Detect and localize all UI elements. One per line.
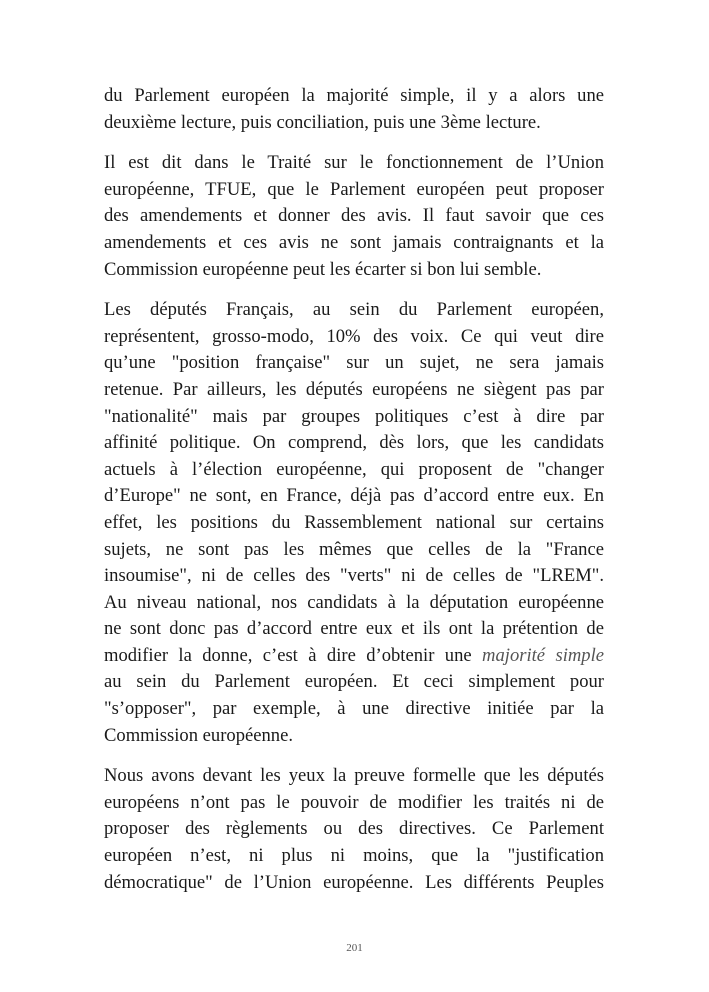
text-line: "nationalité" mais par groupes politiques c’est à dire par (104, 405, 604, 427)
text-line: retenue. Par ailleurs, les députés européens ne siègent pas par (104, 378, 604, 400)
text-line: qu’une "position française" sur un sujet, ne sera jamais (104, 352, 604, 374)
text-line: Au niveau national, nos candidats à la députation européenne (104, 591, 604, 613)
text-line: européenne, TFUE, que le Parlement européen peut proposer (104, 178, 604, 200)
text-line: du Parlement européen la majorité simple, il y a alors une (104, 85, 604, 106)
text-line: insoumise", ni de celles des "verts" ni de celles de "LREM". (104, 565, 604, 587)
text-line: amendements et ces avis ne sont jamais contraignants et la (104, 231, 604, 253)
paragraph-2 (104, 150, 604, 283)
text-line: "s’opposer", par exemple, à une directive initiée par la (104, 698, 604, 720)
text-line: affinité politique. On comprend, dès lors, que les candidats (104, 432, 604, 454)
paragraph-3 (104, 297, 604, 749)
text-line: effet, les positions du Rassemblement national sur certains (104, 511, 604, 533)
text-line: des amendements et donner des avis. Il faut savoir que ces (104, 205, 604, 227)
italic-phrase: majorité simple (482, 644, 605, 666)
text-line: d’Europe" ne sont, en France, déjà pas d’accord entre eux. En (104, 485, 604, 507)
text-line: ne sont donc pas d’accord entre eux et ils ont la prétention de (104, 618, 604, 640)
text-line: au sein du Parlement européen. Et ceci simplement pour (104, 671, 604, 693)
page-number: 201 (346, 942, 363, 954)
text-line: Commission européenne. (104, 724, 294, 746)
text-line: européen n’est, ni plus ni moins, que la "justification (104, 845, 604, 867)
text-line: deuxième lecture, puis conciliation, puis une 3ème lecture. (104, 111, 541, 133)
text-line-with-emphasis (104, 643, 604, 670)
text-line: représentent, grosso-modo, 10% des voix. Ce qui veut dire (104, 325, 604, 347)
text-line: proposer des règlements ou des directives. Ce Parlement (104, 818, 604, 840)
text-line: démocratique" de l’Union européenne. Les différents Peuples (104, 871, 604, 893)
text-line: Nous avons devant les yeux la preuve formelle que les députés (104, 765, 604, 787)
text-segment: modifier la donne, c’est à dire d’obtenir une (104, 644, 483, 666)
text-line: Il est dit dans le Traité sur le fonctionnement de l’Union (104, 152, 604, 174)
body-text (104, 83, 604, 910)
text-line: Commission européenne peut les écarter si bon lui semble. (104, 258, 542, 280)
paragraph-1 (104, 83, 604, 136)
paragraph-4 (104, 763, 604, 896)
text-line: sujets, ne sont pas les mêmes que celles de la "France (104, 538, 604, 560)
text-line: européens n’ont pas le pouvoir de modifier les traités ni de (104, 791, 604, 813)
text-line: Les députés Français, au sein du Parlement européen, (104, 299, 604, 321)
text-line: actuels à l’élection européenne, qui proposent de "changer (104, 458, 604, 480)
